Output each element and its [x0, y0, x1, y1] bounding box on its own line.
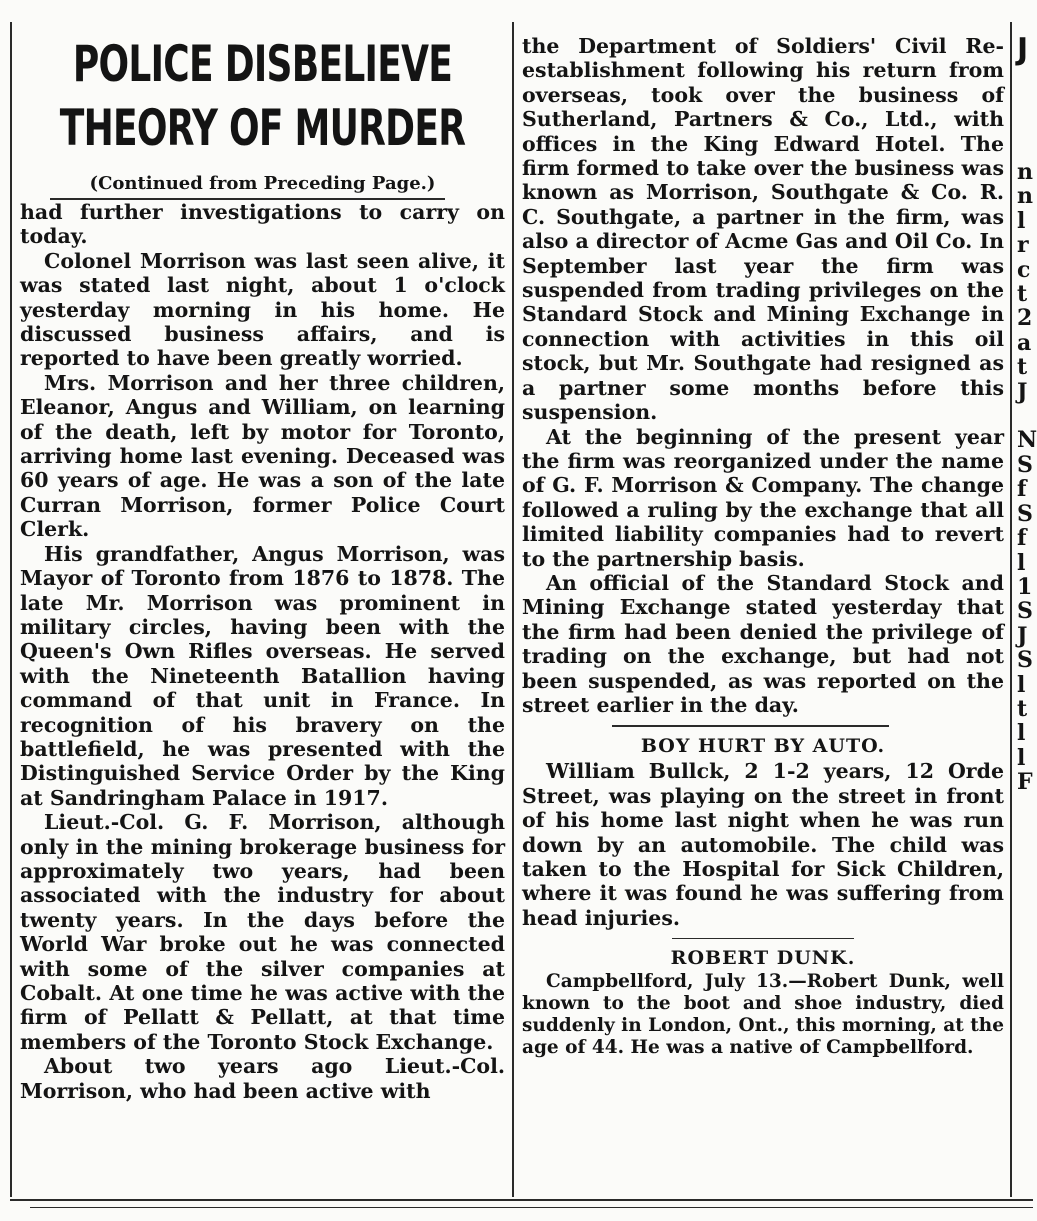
column-rule-left	[10, 22, 12, 1197]
edge-top-letter: J	[1017, 32, 1029, 67]
edge-letter: t	[1017, 354, 1028, 381]
edge-letter: l	[1017, 671, 1026, 698]
edge-letter: n	[1017, 159, 1033, 185]
column-rule-right	[1010, 22, 1012, 1197]
paragraph: An official of the Standard Stock and Mining Exchange stated yesterday that the firm had been denied the privilege of trading on the exchange, but had not been suspended, as was reported on the street earlier in the day.	[522, 570, 1004, 717]
edge-letter: r	[1017, 232, 1029, 259]
edge-letter: a	[1017, 329, 1032, 356]
adjacent-column-edge	[1017, 30, 1037, 796]
column-rule-middle	[512, 22, 514, 1197]
edge-letter	[1017, 404, 1033, 428]
edge-letter: f	[1017, 525, 1027, 552]
paragraph: At the beginning of the present year the firm was reorganized under the name of G. F. Morrison & Company. The change followed a ruling by the exchange that all limited liability companies had to revert to the partnership basis.	[522, 424, 1004, 571]
section-rule	[672, 938, 854, 939]
paragraph: had further investigations to carry on today.	[20, 200, 505, 249]
edge-letter: c	[1017, 256, 1031, 283]
paragraph: About two years ago Lieut.-Col. Morrison, who had been active with	[20, 1054, 505, 1103]
paragraph: His grandfather, Angus Morrison, was Mayor of Toronto from 1876 to 1878. The late Mr. Morrison was prominent in military circles, having been with the Queen's Own Rifles overseas. He served with the Nineteenth Batallion having command of that unit in France. In recognition of his bravery on the battlefield, he was presented with the Distinguished Service Order by the King at Sandringham Palace in 1917.	[20, 541, 505, 810]
edge-letter: S	[1017, 647, 1033, 674]
bottom-rule-second	[30, 1207, 1033, 1208]
headline-line-1: POLICE DISBELIEVE	[72, 35, 453, 93]
section-rule	[612, 725, 889, 727]
edge-letter: N	[1017, 427, 1037, 454]
robert-dunk-headline: ROBERT DUNK.	[670, 947, 856, 970]
robert-dunk-body: Campbellford, July 13.—Robert Dunk, well known to the boot and shoe industry, died suddenly in London, Ont., this morning, at the age of 44. He was a native of Campbellford.	[522, 971, 1004, 1059]
paragraph: Lieut.-Col. G. F. Morrison, although only in the mining brokerage business for approximately two years, had been associated with the industry for about twenty years. In the days before the World War broke out he was connected with some of the silver companies at Cobalt. At one time he was active with the firm of Pellatt & Pellatt, at that time members of the Toronto Stock Exchange.	[20, 810, 505, 1054]
headline	[23, 34, 502, 160]
edge-letter: J	[1017, 378, 1028, 405]
edge-letter: l	[1017, 744, 1026, 771]
edge-letter: l	[1017, 549, 1026, 576]
paragraph: Colonel Morrison was last seen alive, it was stated last night, about 1 o'clock yesterday morning in his home. He discussed business affairs, and is reported to have been greatly worried.	[20, 248, 505, 371]
edge-letter: t	[1017, 695, 1028, 722]
article-column-1	[20, 34, 505, 1103]
paragraph: the Department of Soldiers' Civil Re-establishment following his return from overseas, took over the business of Sutherland, Partners & Co., Ltd., with offices in the King Edward Hotel. The firm formed to take over the business was known as Morrison, Southgate & Co. R. C. Southgate, a partner in the firm, was also a director of Acme Gas and Oil Co. In September last year the firm was suspended from trading privileges on the Standard Stock and Mining Exchange in connection with activities in this oil stock, but Mr. Southgate had resigned as a partner some months before this suspension.	[522, 34, 1004, 425]
edge-letter: f	[1017, 476, 1027, 503]
edge-letter: S	[1017, 500, 1033, 527]
bottom-rule	[10, 1199, 1033, 1201]
continued-subhead: (Continued from Preceding Page.)	[89, 173, 436, 194]
edge-letter: t	[1017, 281, 1028, 308]
headline-line-2: THEORY OF MURDER	[59, 99, 466, 157]
boy-hurt-headline: BOY HURT BY AUTO.	[640, 735, 886, 758]
edge-letters	[1017, 159, 1037, 796]
edge-letter: 2	[1017, 305, 1033, 332]
edge-letter: l	[1017, 720, 1026, 747]
edge-letter: S	[1017, 451, 1033, 478]
boy-hurt-body: William Bullck, 2 1-2 years, 12 Orde Street, was playing on the street in front of his home last night when he was run down by an automobile. The child was taken to the Hospital for Sick Children, where it was found he was suffering from head injuries.	[522, 759, 1004, 930]
article-column-2	[522, 34, 1004, 1059]
edge-letter: l	[1017, 207, 1026, 234]
edge-letter: S	[1017, 598, 1033, 625]
edge-letter: J	[1017, 622, 1028, 649]
paragraph: Mrs. Morrison and her three children, Eleanor, Angus and William, on learning of the death, left by motor for Toronto, arriving home last evening. Deceased was 60 years of age. He was a son of the late Curran Morrison, former Police Court Clerk.	[20, 370, 505, 542]
edge-letter: n	[1017, 183, 1033, 210]
edge-letter: F	[1017, 769, 1033, 796]
edge-letter: 1	[1017, 573, 1033, 600]
